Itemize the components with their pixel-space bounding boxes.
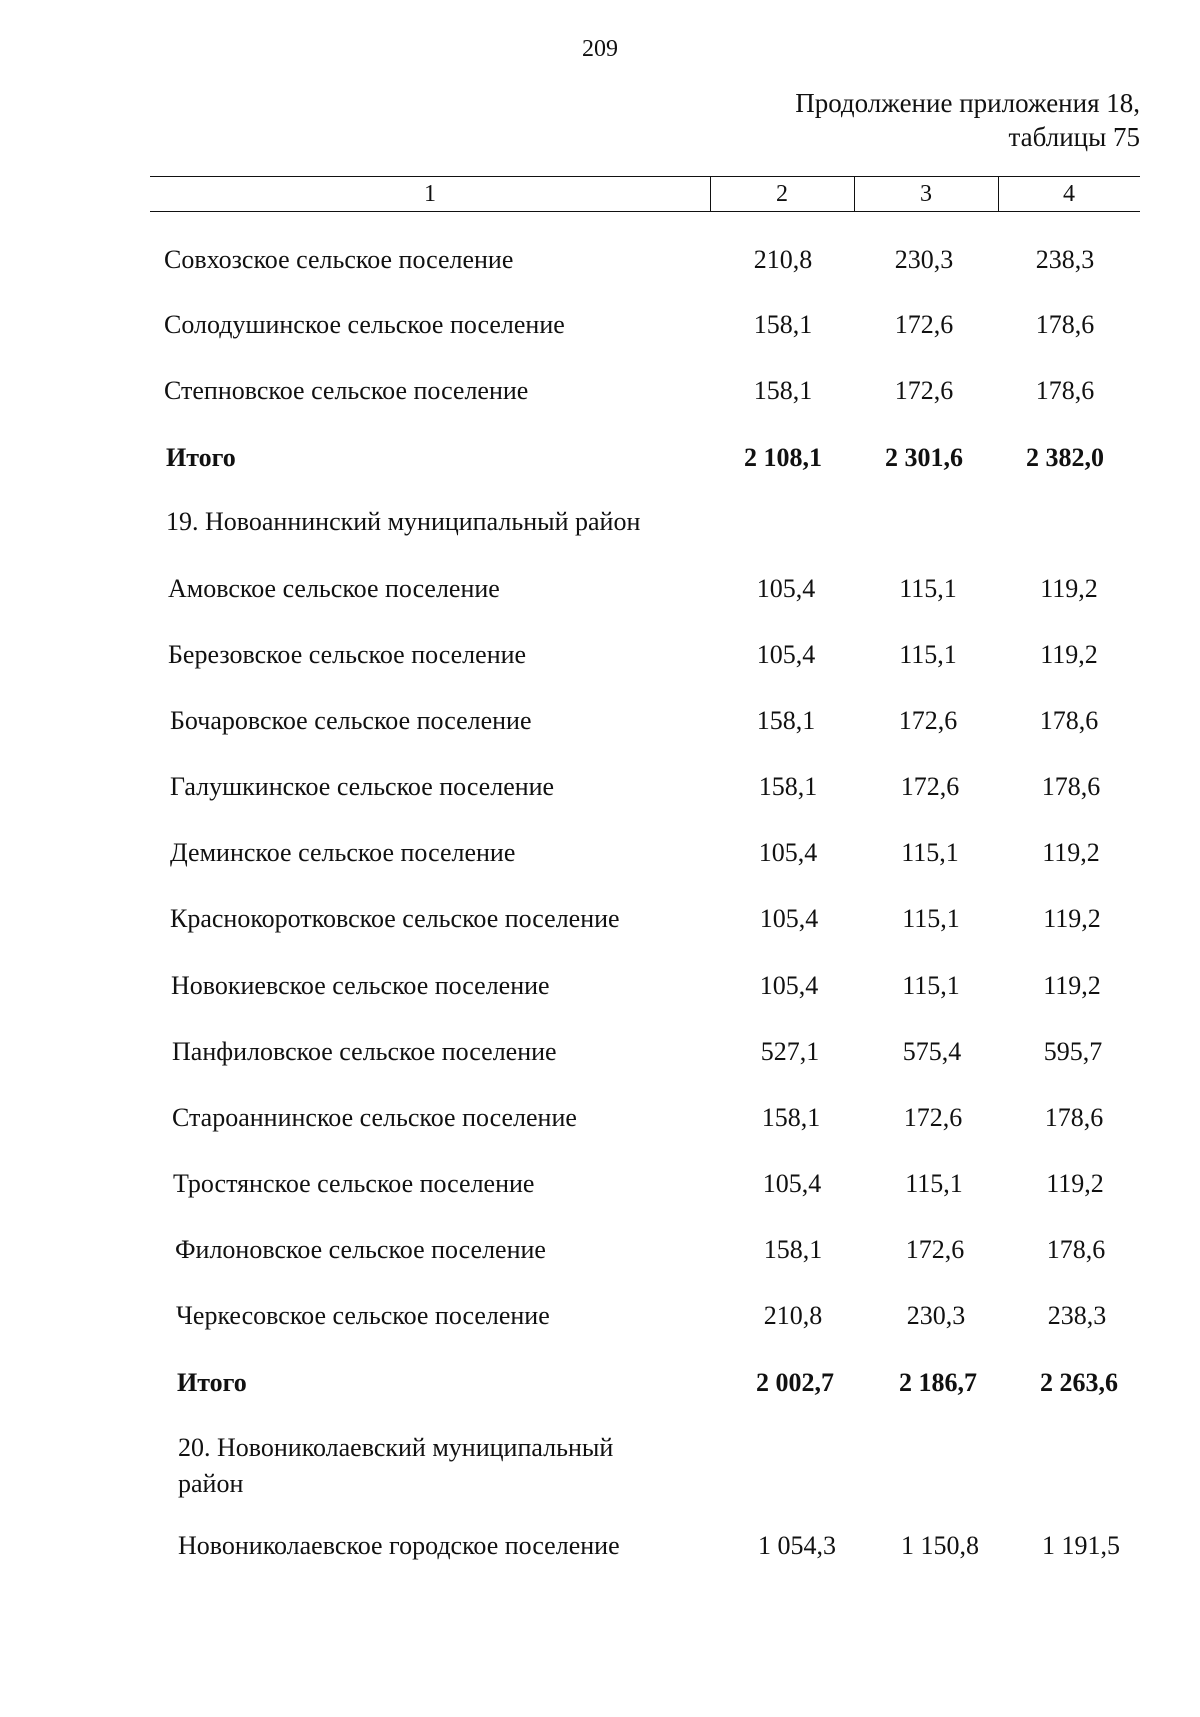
row-value-col4: 238,3 [1035, 245, 1095, 274]
table-row [0, 838, 1200, 878]
row-value-col4: 178,6 [1039, 706, 1099, 735]
row-value-col4: 119,2 [1042, 838, 1100, 867]
row-value-col2: 158,1 [753, 376, 813, 405]
row-value-col4: 119,2 [1040, 574, 1098, 603]
total-value-col2: 2 108,1 [744, 443, 822, 472]
row-label: Новониколаевское городское поселение [178, 1531, 620, 1560]
caption-line-1: Продолжение приложения 18, [795, 88, 1140, 118]
caption-line-2: таблицы 75 [1008, 122, 1140, 152]
row-label: Амовское сельское поселение [168, 574, 500, 603]
row-label: Бочаровское сельское поселение [170, 706, 532, 735]
table-row [0, 310, 1200, 350]
table-row [0, 1235, 1200, 1275]
row-value-col3: 172,6 [894, 310, 954, 339]
row-label: Староаннинское сельское поселение [172, 1103, 577, 1132]
row-label: Степновское сельское поселение [164, 376, 529, 405]
section-heading-line-1: 20. Новониколаевский муниципальный [178, 1433, 614, 1462]
total-value-col4: 2 382,0 [1026, 443, 1104, 472]
table-row [0, 376, 1200, 416]
table-caption [795, 86, 1140, 154]
row-label: Совхозское сельское поселение [164, 245, 514, 274]
table-row [0, 971, 1200, 1011]
row-value-col4: 178,6 [1046, 1235, 1106, 1264]
table-row [0, 574, 1200, 614]
section-heading-row [0, 507, 1200, 547]
column-header-3: 3 [920, 181, 932, 207]
total-row [0, 443, 1200, 483]
section-heading-row [0, 1430, 1200, 1506]
row-value-col4: 119,2 [1040, 640, 1098, 669]
row-value-col4: 178,6 [1044, 1103, 1104, 1132]
row-label: Тростянское сельское поселение [173, 1169, 535, 1198]
table-row [0, 1169, 1200, 1209]
row-value-col2: 1 054,3 [758, 1531, 836, 1560]
row-value-col2: 105,4 [756, 640, 816, 669]
row-value-col3: 115,1 [901, 838, 959, 867]
column-header-4: 4 [1063, 181, 1075, 207]
row-value-col4: 595,7 [1043, 1037, 1103, 1066]
section-heading: 19. Новоаннинский муниципальный район [166, 507, 641, 536]
table-row [0, 1037, 1200, 1077]
row-value-col2: 158,1 [756, 706, 816, 735]
row-value-col3: 230,3 [906, 1301, 966, 1330]
row-value-col4: 178,6 [1041, 772, 1101, 801]
table-row [0, 245, 1200, 285]
row-value-col3: 172,6 [900, 772, 960, 801]
row-value-col3: 115,1 [899, 640, 957, 669]
row-value-col2: 158,1 [761, 1103, 821, 1132]
row-value-col2: 527,1 [760, 1037, 820, 1066]
row-value-col3: 115,1 [902, 971, 960, 1000]
row-value-col4: 119,2 [1043, 971, 1101, 1000]
total-value-col3: 2 186,7 [899, 1368, 977, 1397]
total-label: Итого [166, 443, 236, 472]
column-header-1: 1 [424, 181, 436, 207]
total-value-col4: 2 263,6 [1040, 1368, 1118, 1397]
row-label: Деминское сельское поселение [170, 838, 516, 867]
section-heading [178, 1430, 613, 1502]
row-value-col2: 158,1 [758, 772, 818, 801]
row-value-col3: 172,6 [894, 376, 954, 405]
row-value-col2: 105,4 [759, 904, 819, 933]
row-value-col2: 105,4 [758, 838, 818, 867]
row-value-col4: 238,3 [1047, 1301, 1107, 1330]
row-value-col3: 115,1 [899, 574, 957, 603]
row-value-col3: 172,6 [898, 706, 958, 735]
row-value-col2: 105,4 [756, 574, 816, 603]
row-value-col3: 172,6 [905, 1235, 965, 1264]
row-value-col3: 230,3 [894, 245, 954, 274]
row-value-col3: 115,1 [905, 1169, 963, 1198]
page-number: 209 [582, 36, 618, 62]
total-label: Итого [177, 1368, 247, 1397]
row-value-col4: 1 191,5 [1042, 1531, 1120, 1560]
table-row [0, 1301, 1200, 1341]
table-row [0, 1103, 1200, 1143]
row-value-col2: 158,1 [763, 1235, 823, 1264]
table-row [0, 1531, 1200, 1571]
row-label: Новокиевское сельское поселение [171, 971, 550, 1000]
row-label: Солодушинское сельское поселение [164, 310, 565, 339]
table-row [0, 904, 1200, 944]
table-row [0, 706, 1200, 746]
row-label: Галушкинское сельское поселение [170, 772, 555, 801]
row-label: Филоновское сельское поселение [175, 1235, 546, 1264]
row-value-col2: 105,4 [762, 1169, 822, 1198]
total-row [0, 1368, 1200, 1408]
row-value-col3: 1 150,8 [901, 1531, 979, 1560]
row-value-col2: 158,1 [753, 310, 813, 339]
row-value-col3: 172,6 [903, 1103, 963, 1132]
row-value-col4: 178,6 [1035, 376, 1095, 405]
row-value-col4: 178,6 [1035, 310, 1095, 339]
row-value-col2: 210,8 [763, 1301, 823, 1330]
row-value-col3: 115,1 [902, 904, 960, 933]
row-label: Панфиловское сельское поселение [172, 1037, 557, 1066]
row-label: Березовское сельское поселение [168, 640, 527, 669]
row-value-col2: 105,4 [759, 971, 819, 1000]
table-header [150, 176, 1140, 212]
row-value-col3: 575,4 [902, 1037, 962, 1066]
total-value-col2: 2 002,7 [756, 1368, 834, 1397]
column-header-2: 2 [776, 181, 788, 207]
row-label: Черкесовское сельское поселение [176, 1301, 550, 1330]
total-value-col3: 2 301,6 [885, 443, 963, 472]
row-value-col4: 119,2 [1046, 1169, 1104, 1198]
section-heading-line-2: район [178, 1469, 244, 1498]
row-label: Краснокоротковское сельское поселение [170, 904, 620, 933]
row-value-col4: 119,2 [1043, 904, 1101, 933]
row-value-col2: 210,8 [753, 245, 813, 274]
table-row [0, 772, 1200, 812]
table-row [0, 640, 1200, 680]
